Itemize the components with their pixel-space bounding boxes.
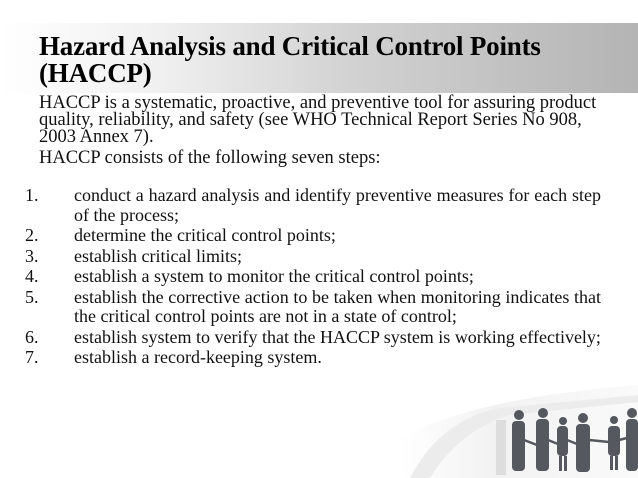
step-number: 5. [25, 286, 39, 307]
step-number: 3. [25, 245, 39, 266]
step-text: determine the critical control points; [74, 225, 336, 245]
people-holding-hands-image [400, 380, 638, 478]
slide-title: Hazard Analysis and Critical Control Points (HACCP) [39, 31, 541, 88]
step-text: establish system to verify that the HACCP system is working effectively; [74, 326, 601, 347]
intro-text [39, 95, 609, 171]
step-number: 1. [25, 185, 39, 205]
step-number: 6. [25, 326, 39, 347]
step-number: 2. [25, 225, 39, 245]
intro-paragraph: HACCP consists of the following seven steps: [39, 148, 381, 168]
step-number: 7. [25, 347, 39, 367]
step-text: establish a system to monitor the critical control points; [74, 266, 474, 286]
steps-list [25, 186, 601, 369]
list-item [25, 226, 601, 246]
intro-paragraph: HACCP is a systematic, proactive, and preventive tool for assuring product quality, reliability, and safety (see WHO Technical Report Series No 908, 2003 Annex 7). [39, 93, 597, 147]
list-item [25, 328, 601, 348]
list-item [25, 348, 601, 368]
list-item [25, 247, 601, 267]
step-text: establish a record-keeping system. [74, 347, 322, 367]
list-item [25, 186, 601, 225]
step-text: establish critical limits; [74, 245, 242, 266]
step-number: 4. [25, 266, 39, 286]
list-item [25, 288, 601, 327]
step-text: establish the corrective action to be taken when monitoring indicates that the critical control points are not in a state of control; [74, 286, 601, 326]
step-text: conduct a hazard analysis and identify preventive measures for each step of the process; [74, 185, 601, 225]
list-item [25, 267, 601, 287]
